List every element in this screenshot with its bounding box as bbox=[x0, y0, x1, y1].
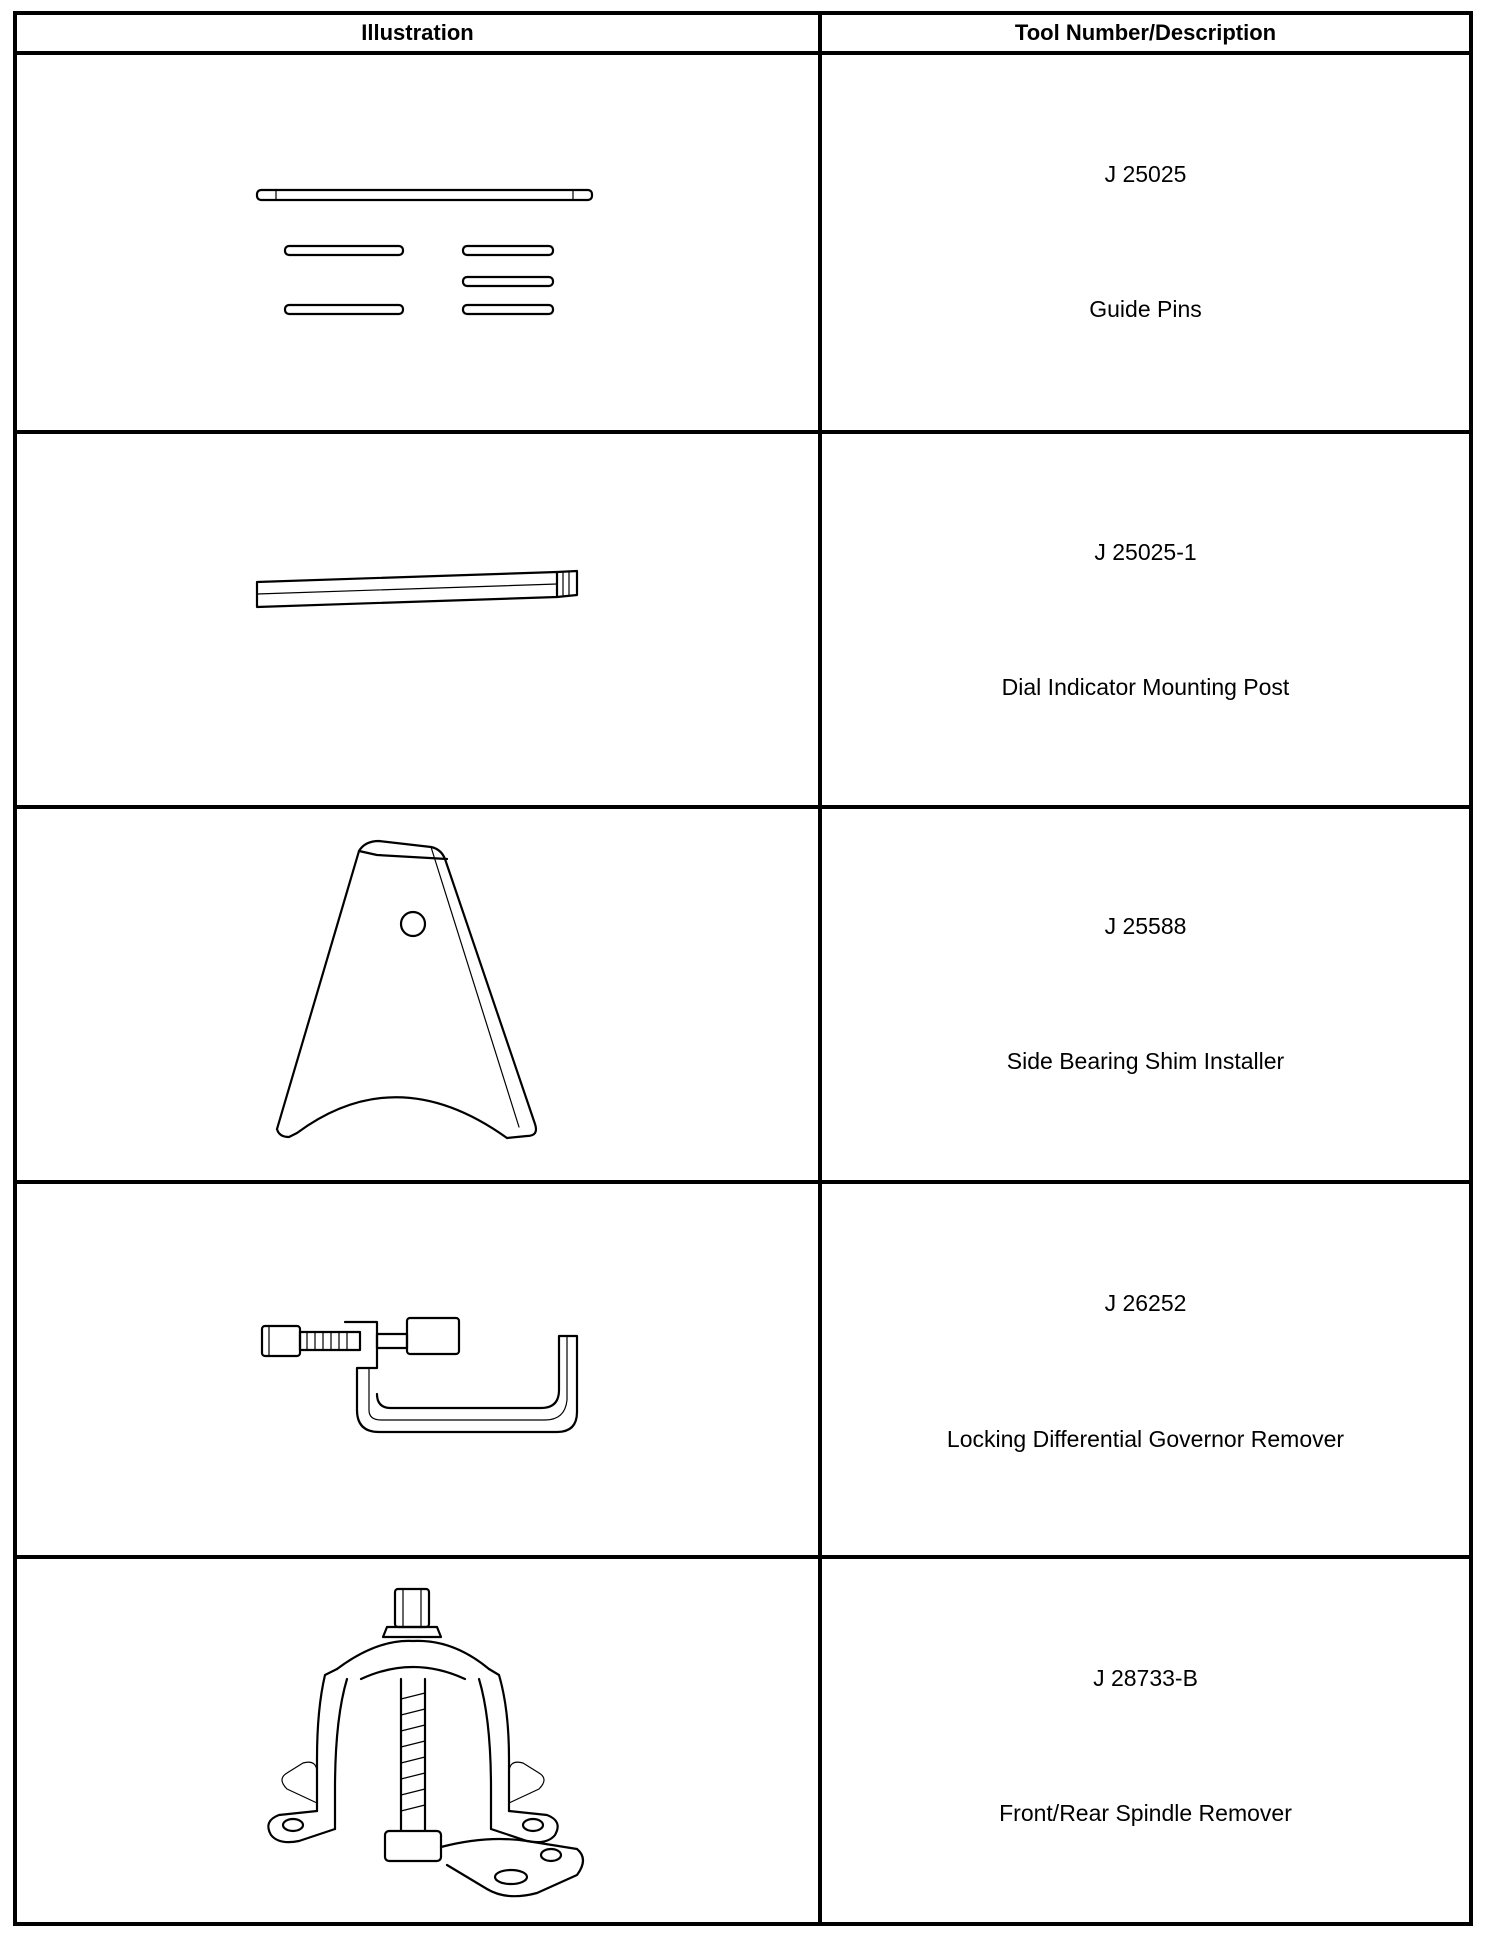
tool-number: J 25588 bbox=[1104, 913, 1187, 939]
illustration-cell bbox=[17, 1184, 818, 1555]
tool-number: J 25025-1 bbox=[1094, 539, 1197, 565]
table-row bbox=[17, 55, 1469, 430]
mounting-post-icon bbox=[17, 434, 818, 805]
description-cell bbox=[822, 55, 1469, 430]
description-cell bbox=[822, 434, 1469, 805]
table-row bbox=[17, 1180, 1469, 1555]
illustration-cell bbox=[17, 1559, 818, 1922]
description-cell bbox=[822, 809, 1469, 1180]
tool-description: Dial Indicator Mounting Post bbox=[1001, 674, 1290, 700]
tool-number: J 28733-B bbox=[1093, 1665, 1198, 1691]
table-header bbox=[17, 15, 1469, 55]
tools-table bbox=[13, 11, 1473, 1926]
header-tool-number-description: Tool Number/Description bbox=[1014, 20, 1277, 45]
tool-description: Front/Rear Spindle Remover bbox=[999, 1800, 1292, 1826]
spindle-remover-icon bbox=[17, 1559, 818, 1926]
guide-pins-icon bbox=[17, 55, 818, 430]
table-row bbox=[17, 430, 1469, 805]
illustration-cell bbox=[17, 55, 818, 430]
shim-installer-icon bbox=[17, 809, 818, 1180]
table-row bbox=[17, 805, 1469, 1180]
tool-description: Guide Pins bbox=[1089, 296, 1202, 322]
tool-description: Locking Differential Governor Remover bbox=[946, 1426, 1345, 1452]
illustration-cell bbox=[17, 809, 818, 1180]
illustration-cell bbox=[17, 434, 818, 805]
description-cell bbox=[822, 1184, 1469, 1555]
description-cell bbox=[822, 1559, 1469, 1922]
governor-remover-icon bbox=[17, 1184, 818, 1555]
tool-number: J 25025 bbox=[1104, 161, 1187, 187]
tool-number: J 26252 bbox=[1104, 1290, 1187, 1316]
tool-description: Side Bearing Shim Installer bbox=[1006, 1048, 1285, 1074]
header-illustration: Illustration bbox=[361, 20, 474, 45]
column-divider bbox=[818, 15, 822, 1922]
table-row bbox=[17, 1555, 1469, 1922]
